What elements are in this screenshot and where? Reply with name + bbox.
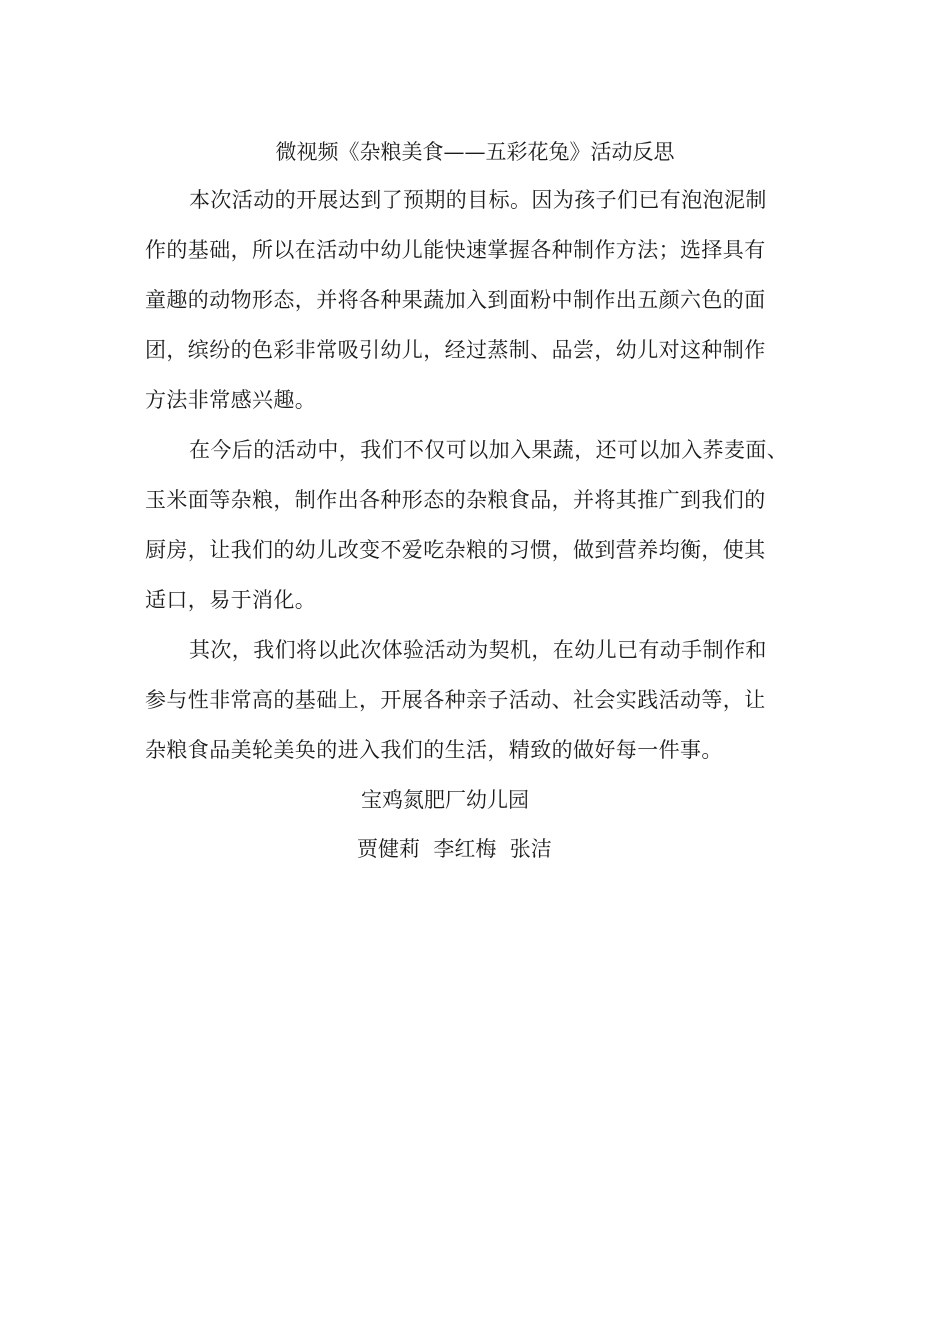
document-title: 微视频《杂粮美食——五彩花兔》活动反思	[275, 140, 675, 164]
paragraph-1-line-1: 本次活动的开展达到了预期的目标。因为孩子们已有泡泡泥制	[189, 188, 767, 212]
paragraph-3-line-3: 杂粮食品美轮美奂的进入我们的生活，精致的做好每一件事。	[145, 738, 723, 762]
paragraph-1-line-4: 团，缤纷的色彩非常吸引幼儿，经过蒸制、品尝，幼儿对这种制作	[145, 338, 766, 362]
paragraph-2-line-2: 玉米面等杂粮，制作出各种形态的杂粮食品，并将其推广到我们的	[145, 488, 766, 512]
paragraph-1-line-5: 方法非常感兴趣。	[145, 388, 317, 412]
paragraph-3-line-1: 其次，我们将以此次体验活动为契机，在幼儿已有动手制作和	[189, 638, 767, 662]
signature-organization: 宝鸡氮肥厂幼儿园	[361, 788, 529, 812]
paragraph-2-line-4: 适口，易于消化。	[145, 588, 317, 612]
paragraph-2-line-3: 厨房，让我们的幼儿改变不爱吃杂粮的习惯，做到营养均衡，使其	[145, 538, 766, 562]
paragraph-2-line-1: 在今后的活动中，我们不仅可以加入果蔬，还可以加入荞麦面、	[189, 438, 789, 462]
paragraph-1-line-3: 童趣的动物形态，并将各种果蔬加入到面粉中制作出五颜六色的面	[145, 288, 766, 312]
paragraph-3-line-2: 参与性非常高的基础上，开展各种亲子活动、社会实践活动等，让	[145, 688, 766, 712]
paragraph-1-line-2: 作的基础，所以在活动中幼儿能快速掌握各种制作方法；选择具有	[145, 238, 766, 262]
signature-authors: 贾健莉 李红梅 张洁	[357, 837, 552, 861]
